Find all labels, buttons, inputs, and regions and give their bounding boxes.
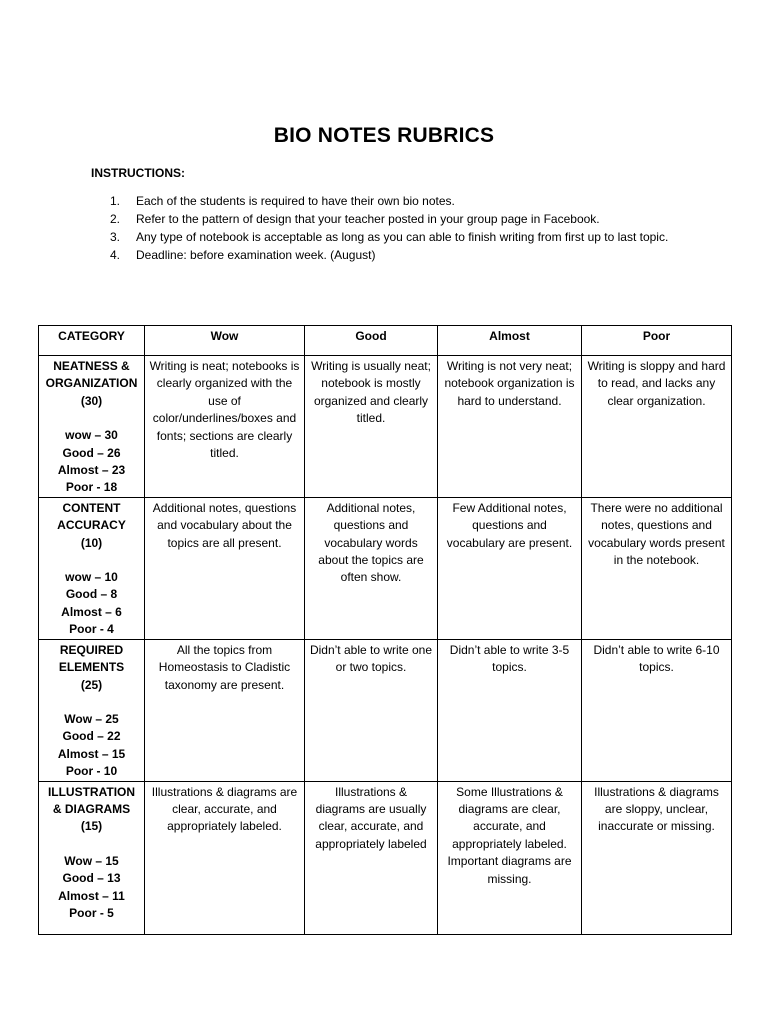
rubric-cell-good: Writing is usually neat; notebook is mostly organized and clearly titled. [305, 356, 438, 498]
category-score: wow – 10 [65, 570, 118, 585]
category-score: Almost – 11 [58, 888, 125, 903]
rubric-cell-wow: Writing is neat; notebooks is clearly organized with the use of color/underlines/boxes and fonts; sections are clearly titled. [145, 356, 305, 498]
table-row [39, 356, 732, 498]
rubric-cell-wow: Illustrations & diagrams are clear, accurate, and appropriately labeled. [145, 781, 305, 934]
rubric-cell-poor: Didn’t able to write 6-10 topics. [582, 639, 732, 781]
header-category: CATEGORY [39, 326, 145, 356]
rubric-table [38, 325, 732, 935]
category-score: wow – 30 [65, 428, 118, 443]
table-row [39, 781, 732, 934]
rubric-header-row [39, 326, 732, 356]
instruction-number: 1. [110, 194, 121, 208]
rubric-cell-good: Additional notes, questions and vocabulary words about the topics are often show. [305, 497, 438, 639]
rubric-cell-almost: Few Additional notes, questions and vocabulary are present. [438, 497, 582, 639]
instruction-number: 2. [110, 212, 121, 226]
category-score: Almost – 6 [61, 604, 122, 619]
header-poor: Poor [582, 326, 732, 356]
rubric-cell-poor: Illustrations & diagrams are sloppy, unclear, inaccurate or missing. [582, 781, 732, 934]
category-points: (25) [80, 677, 103, 692]
category-cell [39, 781, 145, 934]
instruction-item [110, 192, 680, 210]
category-score: Almost – 23 [57, 463, 126, 478]
table-row [39, 497, 732, 639]
rubric-cell-wow: All the topics from Homeostasis to Cladistic taxonomy are present. [145, 639, 305, 781]
rubric-cell-wow: Additional notes, questions and vocabulary about the topics are all present. [145, 497, 305, 639]
rubric-cell-almost: Writing is not very neat; notebook organization is hard to understand. [438, 356, 582, 498]
instructions-list [110, 192, 680, 264]
rubric-cell-poor: There were no additional notes, questions and vocabulary words present in the notebook. [582, 497, 732, 639]
category-score: Poor - 5 [69, 905, 114, 920]
instruction-item [110, 246, 680, 264]
category-score: Almost – 15 [57, 746, 126, 761]
rubric-cell-almost: Some Illustrations & diagrams are clear, accurate, and appropriately labeled. Important diagrams are missing. [438, 781, 582, 934]
category-name: REQUIRED ELEMENTS [58, 642, 125, 675]
instruction-item [110, 210, 680, 228]
table-row [39, 639, 732, 781]
category-cell [39, 639, 145, 781]
category-score: Good – 26 [62, 445, 121, 460]
rubric-cell-good: Illustrations & diagrams are usually clear, accurate, and appropriately labeled [305, 781, 438, 934]
header-almost: Almost [438, 326, 582, 356]
category-name: ILLUSTRATION & DIAGRAMS [47, 784, 136, 816]
rubric-cell-good: Didn’t able to write one or two topics. [305, 639, 438, 781]
category-points: (10) [80, 535, 103, 550]
instruction-text: Refer to the pattern of design that your teacher posted in your group page in Facebook. [136, 212, 600, 226]
category-name: CONTENT ACCURACY [57, 500, 126, 533]
rubric-cell-poor: Writing is sloppy and hard to read, and lacks any clear organization. [582, 356, 732, 498]
instruction-text: Deadline: before examination week. (August) [136, 248, 376, 262]
instruction-number: 3. [110, 230, 121, 244]
instruction-text: Each of the students is required to have their own bio notes. [136, 194, 455, 208]
header-good: Good [305, 326, 438, 356]
category-score: Wow – 15 [64, 853, 119, 868]
category-score: Wow – 25 [64, 711, 119, 726]
page-title: BIO NOTES RUBRICS [273, 124, 495, 147]
category-cell [39, 497, 145, 639]
category-points: (15) [80, 819, 103, 834]
category-name: NEATNESS & ORGANIZATION [45, 359, 138, 391]
category-points: (30) [80, 393, 103, 408]
category-cell [39, 356, 145, 498]
instruction-item [110, 228, 680, 246]
category-score: Poor - 18 [65, 480, 118, 495]
instructions-heading: INSTRUCTIONS: [91, 166, 185, 180]
instruction-text: Any type of notebook is acceptable as long as you can able to finish writing from first up to last topic. [136, 230, 669, 244]
category-score: Good – 22 [62, 729, 121, 744]
rubric-cell-almost: Didn’t able to write 3-5 topics. [438, 639, 582, 781]
instruction-number: 4. [110, 248, 121, 262]
header-wow: Wow [145, 326, 305, 356]
category-score: Poor - 4 [69, 622, 114, 637]
category-score: Good – 8 [65, 587, 118, 602]
category-score: Good – 13 [62, 871, 121, 886]
category-score: Poor - 10 [65, 764, 118, 779]
